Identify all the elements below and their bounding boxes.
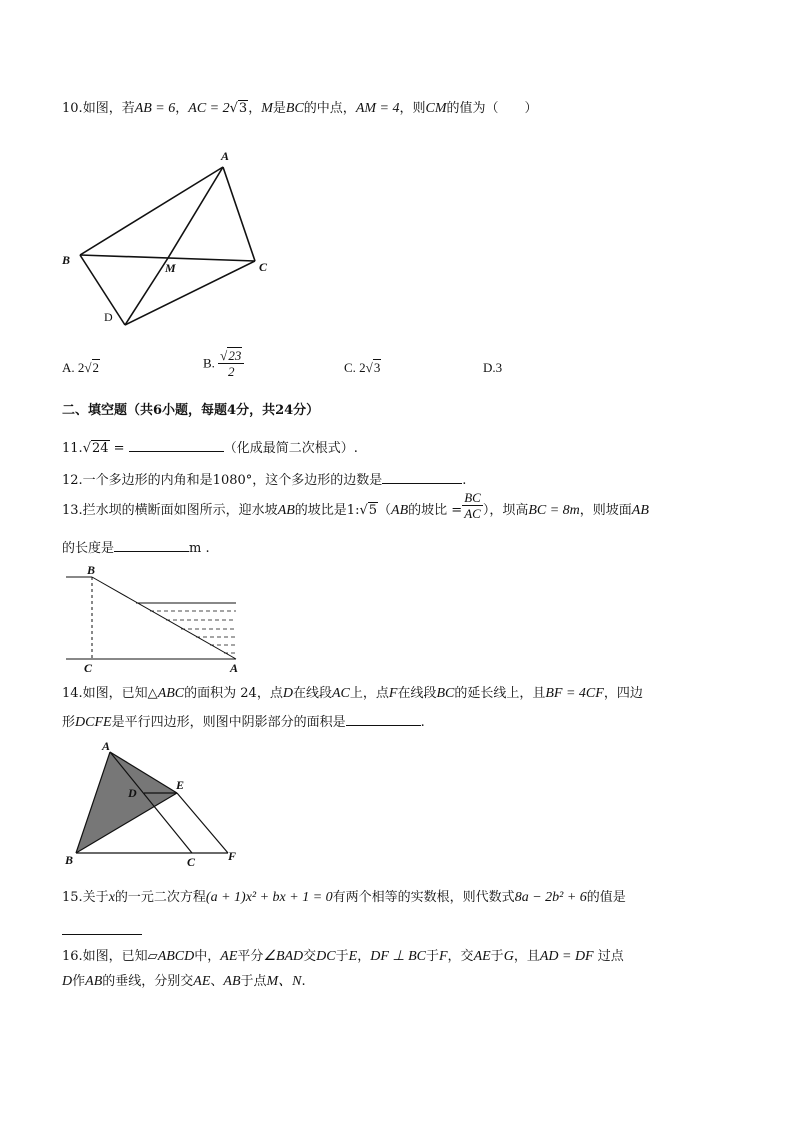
q10-option-a: A. 2√2 [62,360,100,375]
q14-label-a: A [102,739,111,753]
q14-label-f: F [228,849,237,863]
q14-figure [62,738,252,868]
q14-answer-blank[interactable] [346,711,421,726]
q14-text: 14.如图，已知△ABC的面积为 24，点D在线段AC上，点F在线段BC的延长线上，且BF = 4CF，四边 [62,686,643,701]
q13-label-a: A [230,661,239,675]
q16-text-line2: D作AB的垂线，分别交AE、AB于点M、N. [62,974,306,989]
section-title: 二、填空题（共6小题，每题4分，共24分） [62,403,320,418]
q13-label-b: B [87,564,96,577]
q10-label-a: A [221,149,230,163]
q10-label-b: B [62,253,71,267]
q12-answer-blank[interactable] [382,469,462,484]
q14-text-line2: 形DCFE是平行四边形，则图中阴影部分的面积是 . [62,711,425,733]
q14-label-c: C [187,855,196,868]
q13-answer-blank[interactable] [114,537,189,552]
q13-text-line2: 的长度是 m . [62,537,210,559]
q13-text: 13.拦水坝的横断面如图所示，迎水坡AB的坡比是1:√5（AB的坡比 = $\frac{BC}{AC}$ ），坝高BC = 8m，则坡面AB [62,490,649,521]
q10-label-c: C [259,260,268,274]
q10-label-m: M [165,261,176,275]
q13-label-c: C [84,661,93,675]
q15-answer-blank[interactable] [62,920,142,935]
q11-text: 11.√24 = （化成最简二次根式）. [62,437,358,459]
q10-option-d: D.3 [483,360,503,375]
q13-figure [62,564,252,676]
q11-answer-blank[interactable] [129,437,224,452]
q10-option-c: C. 2√3 [344,360,381,375]
q10-label-d: D [104,310,113,324]
q14-label-e: E [176,778,185,792]
q10-text: 10.如图，若AB = 6，AC = 2√3，M是BC的中点，AM = 4，则CM的值为（ ） [62,101,538,116]
q12-text: 12.一个多边形的内角和是1080°，这个多边形的边数是 . [62,469,466,491]
q14-label-d: D [128,786,137,800]
q15-text: 15.关于x的一元二次方程(a + 1)x² + bx + 1 = 0有两个相等的实数根，则代数式8a − 2b² + 6的值是 [62,890,626,905]
q14-label-b: B [65,853,74,867]
q10-figure [58,145,288,335]
q16-text: 16.如图，已知▱ABCD中，AE平分∠BAD交DC于E，DF ⊥ BC于F，交AE于G，且AD = DF 过点 [62,949,624,964]
q10-option-b: B. $\frac{√23}{2}$ [203,348,244,379]
q15-answer-line [62,920,142,942]
